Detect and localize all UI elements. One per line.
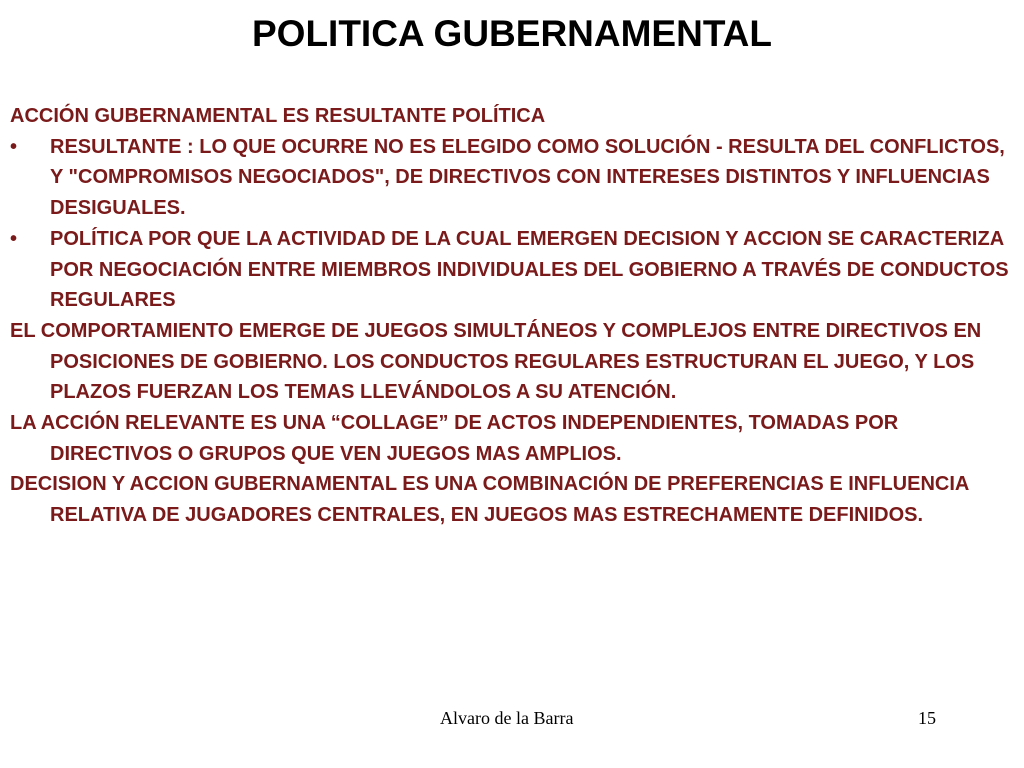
bullet-item [10,224,1010,316]
body-paragraph: EL COMPORTAMIENTO EMERGE DE JUEGOS SIMULTÁNEOS Y COMPLEJOS ENTRE DIRECTIVOS EN POSICIONES DE GOBIERNO. LOS CONDUCTOS REGULARES ESTRUCTURAN EL JUEGO, Y LOS PLAZOS FUERZAN LOS TEMAS LLEVÁNDOLOS A SU ATENCIÓN. [10,319,982,404]
bullet-icon: • [10,135,18,158]
heading-paragraph: ACCIÓN GUBERNAMENTAL ES RESULTANTE POLÍTICA [10,105,546,127]
page-number: 15 [918,708,936,728]
body-paragraph: DECISION Y ACCION GUBERNAMENTAL ES UNA COMBINACIÓN DE PREFERENCIAS E INFLUENCIA RELATIVA DE JUGADORES CENTRALES, EN JUEGOS MAS ESTRECHAMENTE DEFINIDOS. [10,473,969,527]
bullet-icon: • [10,227,18,250]
bullet-text: RESULTANTE : LO QUE OCURRE NO ES ELEGIDO COMO SOLUCIÓN - RESULTA DEL CONFLICTOS, Y "COMPROMISOS NEGOCIADOS", DE DIRECTIVOS CON INTERESES DISTINTOS Y INFLUENCIAS DESIGUALES. [50,135,1005,220]
slide-title: POLITICA GUBERNAMENTAL [251,13,773,54]
bullet-text: POLÍTICA POR QUE LA ACTIVIDAD DE LA CUAL EMERGEN DECISION Y ACCION SE CARACTERIZA POR NEGOCIACIÓN ENTRE MIEMBROS INDIVIDUALES DEL GOBIERNO A TRAVÉS DE CONDUCTOS REGULARES [50,227,1009,312]
slide-body [10,101,1010,531]
body-paragraph: LA ACCIÓN RELEVANTE ES UNA “COLLAGE” DE ACTOS INDEPENDIENTES, TOMADAS POR DIRECTIVOS O GRUPOS QUE VEN JUEGOS MAS AMPLIOS. [10,412,899,465]
bullet-item [10,132,1010,224]
footer-author: Alvaro de la Barra [440,708,574,728]
